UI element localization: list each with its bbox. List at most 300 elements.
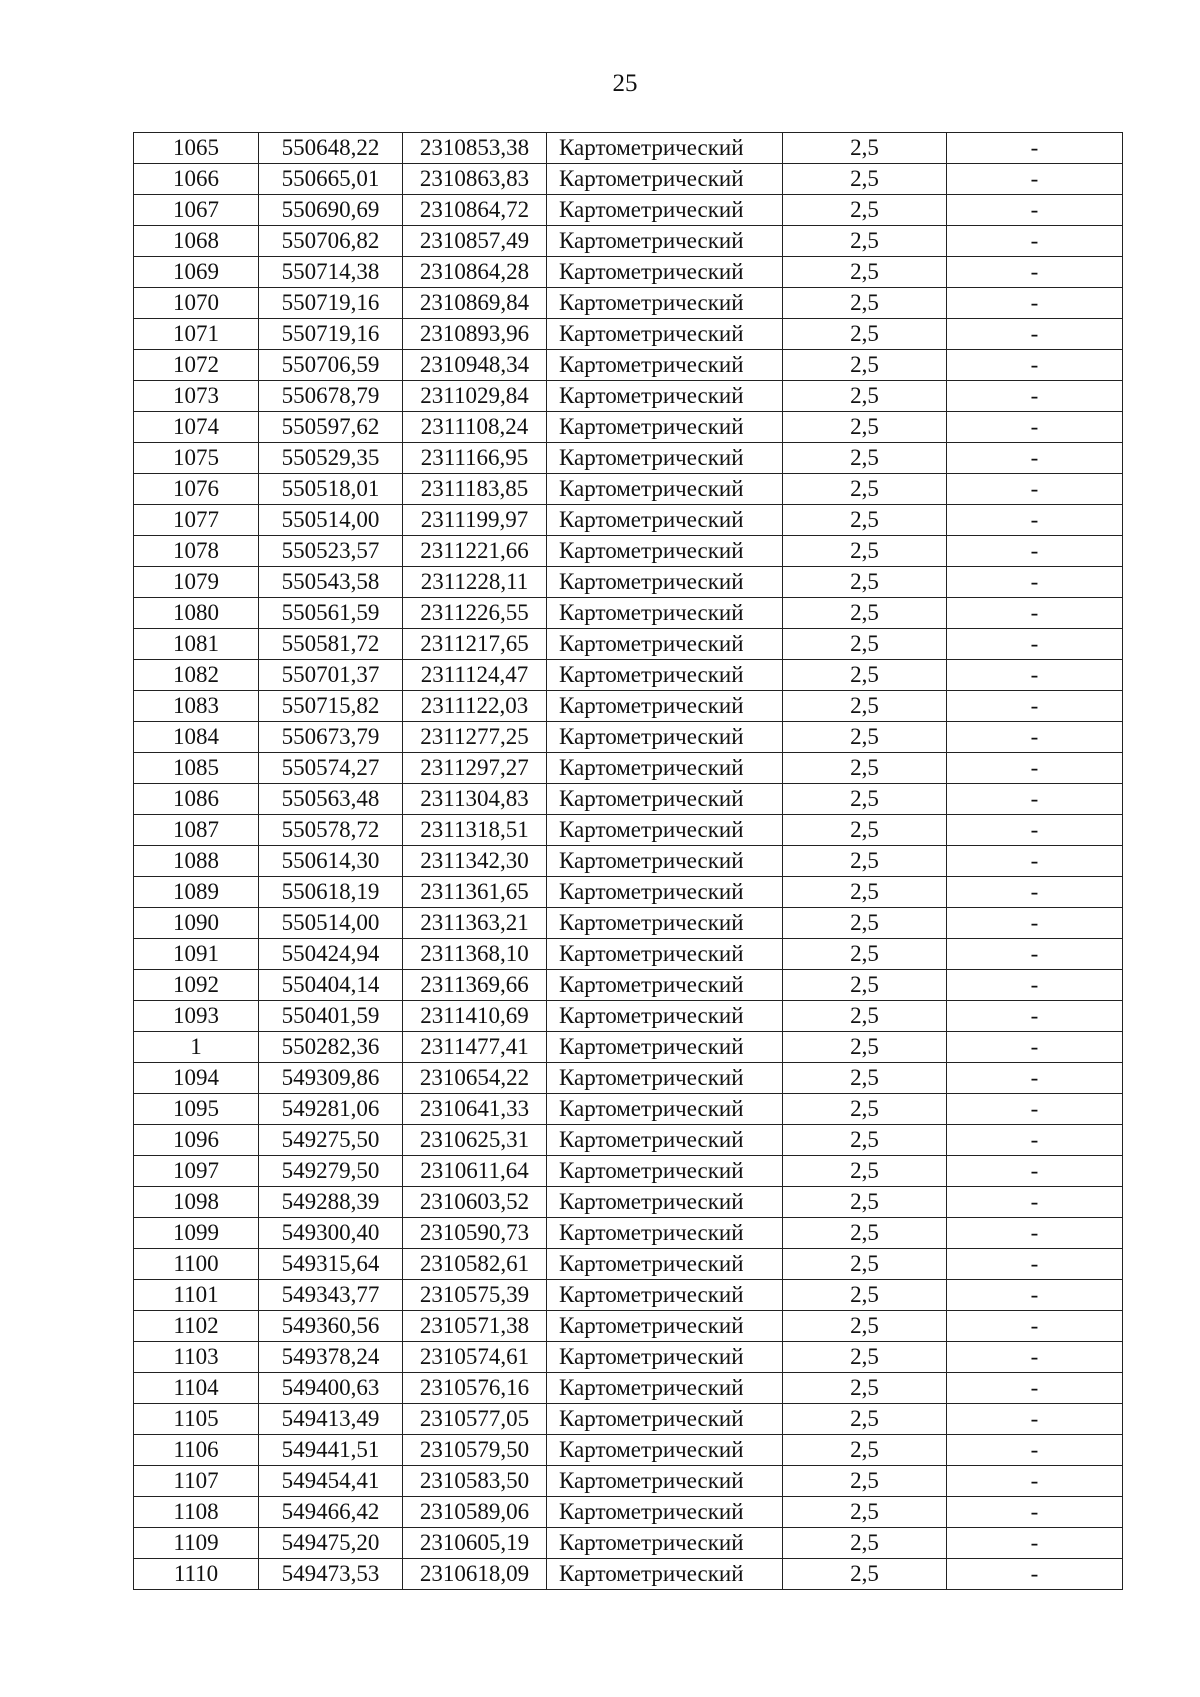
y-coordinate-cell: 2310853,38 [403,133,547,164]
accuracy-cell: 2,5 [783,1125,947,1156]
x-coordinate-cell: 550514,00 [259,505,403,536]
x-coordinate-cell: 550578,72 [259,815,403,846]
method-cell: Картометрический [547,505,783,536]
note-cell: - [947,505,1123,536]
x-coordinate-cell: 550529,35 [259,443,403,474]
accuracy-cell: 2,5 [783,815,947,846]
point-number-cell: 1108 [134,1497,259,1528]
x-coordinate-cell: 549413,49 [259,1404,403,1435]
point-number-cell: 1069 [134,257,259,288]
x-coordinate-cell: 549441,51 [259,1435,403,1466]
y-coordinate-cell: 2310577,05 [403,1404,547,1435]
y-coordinate-cell: 2311304,83 [403,784,547,815]
point-number-cell: 1099 [134,1218,259,1249]
method-cell: Картометрический [547,815,783,846]
note-cell: - [947,1435,1123,1466]
note-cell: - [947,691,1123,722]
y-coordinate-cell: 2311228,11 [403,567,547,598]
note-cell: - [947,1311,1123,1342]
accuracy-cell: 2,5 [783,381,947,412]
x-coordinate-cell: 550574,27 [259,753,403,784]
accuracy-cell: 2,5 [783,1311,947,1342]
table-row [134,288,1123,319]
y-coordinate-cell: 2311217,65 [403,629,547,660]
y-coordinate-cell: 2311297,27 [403,753,547,784]
point-number-cell: 1101 [134,1280,259,1311]
point-number-cell: 1086 [134,784,259,815]
point-number-cell: 1097 [134,1156,259,1187]
accuracy-cell: 2,5 [783,133,947,164]
note-cell: - [947,1528,1123,1559]
note-cell: - [947,722,1123,753]
x-coordinate-cell: 550514,00 [259,908,403,939]
point-number-cell: 1081 [134,629,259,660]
note-cell: - [947,815,1123,846]
y-coordinate-cell: 2310605,19 [403,1528,547,1559]
note-cell: - [947,1559,1123,1590]
point-number-cell: 1075 [134,443,259,474]
note-cell: - [947,598,1123,629]
point-number-cell: 1 [134,1032,259,1063]
accuracy-cell: 2,5 [783,629,947,660]
table-row [134,753,1123,784]
point-number-cell: 1067 [134,195,259,226]
x-coordinate-cell: 550665,01 [259,164,403,195]
x-coordinate-cell: 549475,20 [259,1528,403,1559]
method-cell: Картометрический [547,629,783,660]
method-cell: Картометрический [547,1001,783,1032]
method-cell: Картометрический [547,133,783,164]
point-number-cell: 1077 [134,505,259,536]
point-number-cell: 1090 [134,908,259,939]
point-number-cell: 1087 [134,815,259,846]
point-number-cell: 1083 [134,691,259,722]
note-cell: - [947,226,1123,257]
table-row [134,1249,1123,1280]
y-coordinate-cell: 2311199,97 [403,505,547,536]
table-row [134,1125,1123,1156]
point-number-cell: 1065 [134,133,259,164]
note-cell: - [947,753,1123,784]
method-cell: Картометрический [547,1063,783,1094]
x-coordinate-cell: 550518,01 [259,474,403,505]
table-row [134,691,1123,722]
accuracy-cell: 2,5 [783,567,947,598]
point-number-cell: 1103 [134,1342,259,1373]
accuracy-cell: 2,5 [783,846,947,877]
y-coordinate-cell: 2311410,69 [403,1001,547,1032]
x-coordinate-cell: 550648,22 [259,133,403,164]
x-coordinate-cell: 549360,56 [259,1311,403,1342]
accuracy-cell: 2,5 [783,1559,947,1590]
y-coordinate-cell: 2310576,16 [403,1373,547,1404]
note-cell: - [947,350,1123,381]
method-cell: Картометрический [547,1032,783,1063]
accuracy-cell: 2,5 [783,1528,947,1559]
accuracy-cell: 2,5 [783,474,947,505]
table-row [134,784,1123,815]
method-cell: Картометрический [547,412,783,443]
note-cell: - [947,846,1123,877]
y-coordinate-cell: 2310611,64 [403,1156,547,1187]
table-row [134,536,1123,567]
point-number-cell: 1084 [134,722,259,753]
x-coordinate-cell: 550581,72 [259,629,403,660]
x-coordinate-cell: 550706,82 [259,226,403,257]
method-cell: Картометрический [547,381,783,412]
method-cell: Картометрический [547,970,783,1001]
x-coordinate-cell: 549279,50 [259,1156,403,1187]
note-cell: - [947,1280,1123,1311]
accuracy-cell: 2,5 [783,908,947,939]
table-row [134,1435,1123,1466]
point-number-cell: 1088 [134,846,259,877]
method-cell: Картометрический [547,1249,783,1280]
x-coordinate-cell: 549454,41 [259,1466,403,1497]
x-coordinate-cell: 550282,36 [259,1032,403,1063]
point-number-cell: 1092 [134,970,259,1001]
note-cell: - [947,288,1123,319]
method-cell: Картометрический [547,722,783,753]
note-cell: - [947,629,1123,660]
accuracy-cell: 2,5 [783,1063,947,1094]
point-number-cell: 1102 [134,1311,259,1342]
point-number-cell: 1106 [134,1435,259,1466]
table-row [134,598,1123,629]
note-cell: - [947,257,1123,288]
y-coordinate-cell: 2311318,51 [403,815,547,846]
y-coordinate-cell: 2310857,49 [403,226,547,257]
x-coordinate-cell: 549400,63 [259,1373,403,1404]
table-row [134,195,1123,226]
table-row [134,226,1123,257]
y-coordinate-cell: 2311029,84 [403,381,547,412]
method-cell: Картометрический [547,1497,783,1528]
x-coordinate-cell: 549309,86 [259,1063,403,1094]
y-coordinate-cell: 2311369,66 [403,970,547,1001]
y-coordinate-cell: 2310590,73 [403,1218,547,1249]
point-number-cell: 1082 [134,660,259,691]
note-cell: - [947,1466,1123,1497]
method-cell: Картометрический [547,1218,783,1249]
note-cell: - [947,1497,1123,1528]
y-coordinate-cell: 2310618,09 [403,1559,547,1590]
x-coordinate-cell: 550614,30 [259,846,403,877]
method-cell: Картометрический [547,1187,783,1218]
note-cell: - [947,567,1123,598]
accuracy-cell: 2,5 [783,288,947,319]
y-coordinate-cell: 2310579,50 [403,1435,547,1466]
point-number-cell: 1093 [134,1001,259,1032]
y-coordinate-cell: 2311361,65 [403,877,547,908]
note-cell: - [947,1063,1123,1094]
table-row [134,1032,1123,1063]
accuracy-cell: 2,5 [783,412,947,443]
note-cell: - [947,1001,1123,1032]
y-coordinate-cell: 2311221,66 [403,536,547,567]
method-cell: Картометрический [547,939,783,970]
table-row [134,846,1123,877]
point-number-cell: 1107 [134,1466,259,1497]
method-cell: Картометрический [547,691,783,722]
note-cell: - [947,1373,1123,1404]
note-cell: - [947,970,1123,1001]
note-cell: - [947,1187,1123,1218]
table-row [134,1187,1123,1218]
x-coordinate-cell: 550401,59 [259,1001,403,1032]
accuracy-cell: 2,5 [783,598,947,629]
table-row [134,1311,1123,1342]
table-row [134,1063,1123,1094]
note-cell: - [947,1218,1123,1249]
y-coordinate-cell: 2310589,06 [403,1497,547,1528]
x-coordinate-cell: 550597,62 [259,412,403,443]
accuracy-cell: 2,5 [783,1156,947,1187]
table-row [134,1342,1123,1373]
x-coordinate-cell: 550719,16 [259,288,403,319]
x-coordinate-cell: 549473,53 [259,1559,403,1590]
method-cell: Картометрический [547,908,783,939]
accuracy-cell: 2,5 [783,784,947,815]
point-number-cell: 1110 [134,1559,259,1590]
table-row [134,1497,1123,1528]
x-coordinate-cell: 550714,38 [259,257,403,288]
point-number-cell: 1105 [134,1404,259,1435]
point-number-cell: 1085 [134,753,259,784]
x-coordinate-cell: 550523,57 [259,536,403,567]
point-number-cell: 1072 [134,350,259,381]
y-coordinate-cell: 2310641,33 [403,1094,547,1125]
x-coordinate-cell: 550678,79 [259,381,403,412]
note-cell: - [947,164,1123,195]
accuracy-cell: 2,5 [783,1435,947,1466]
method-cell: Картометрический [547,1559,783,1590]
y-coordinate-cell: 2311124,47 [403,660,547,691]
method-cell: Картометрический [547,226,783,257]
y-coordinate-cell: 2310583,50 [403,1466,547,1497]
table-row [134,1280,1123,1311]
method-cell: Картометрический [547,536,783,567]
table-body [134,133,1123,1590]
point-number-cell: 1071 [134,319,259,350]
method-cell: Картометрический [547,195,783,226]
table-row [134,1466,1123,1497]
accuracy-cell: 2,5 [783,1373,947,1404]
table-row [134,722,1123,753]
y-coordinate-cell: 2310575,39 [403,1280,547,1311]
note-cell: - [947,474,1123,505]
point-number-cell: 1089 [134,877,259,908]
x-coordinate-cell: 550424,94 [259,939,403,970]
y-coordinate-cell: 2311183,85 [403,474,547,505]
accuracy-cell: 2,5 [783,970,947,1001]
x-coordinate-cell: 550563,48 [259,784,403,815]
note-cell: - [947,381,1123,412]
method-cell: Картометрический [547,350,783,381]
accuracy-cell: 2,5 [783,1187,947,1218]
x-coordinate-cell: 549288,39 [259,1187,403,1218]
point-number-cell: 1104 [134,1373,259,1404]
point-number-cell: 1070 [134,288,259,319]
accuracy-cell: 2,5 [783,536,947,567]
table-row [134,133,1123,164]
table-row [134,567,1123,598]
accuracy-cell: 2,5 [783,1094,947,1125]
accuracy-cell: 2,5 [783,1497,947,1528]
method-cell: Картометрический [547,1373,783,1404]
point-number-cell: 1079 [134,567,259,598]
x-coordinate-cell: 550715,82 [259,691,403,722]
y-coordinate-cell: 2311363,21 [403,908,547,939]
accuracy-cell: 2,5 [783,722,947,753]
point-number-cell: 1109 [134,1528,259,1559]
accuracy-cell: 2,5 [783,660,947,691]
method-cell: Картометрический [547,1404,783,1435]
table-row [134,257,1123,288]
accuracy-cell: 2,5 [783,505,947,536]
accuracy-cell: 2,5 [783,1218,947,1249]
x-coordinate-cell: 550673,79 [259,722,403,753]
method-cell: Картометрический [547,443,783,474]
accuracy-cell: 2,5 [783,691,947,722]
point-number-cell: 1100 [134,1249,259,1280]
accuracy-cell: 2,5 [783,1280,947,1311]
note-cell: - [947,412,1123,443]
point-number-cell: 1076 [134,474,259,505]
x-coordinate-cell: 550543,58 [259,567,403,598]
x-coordinate-cell: 550404,14 [259,970,403,1001]
method-cell: Картометрический [547,319,783,350]
x-coordinate-cell: 549343,77 [259,1280,403,1311]
x-coordinate-cell: 549315,64 [259,1249,403,1280]
table-row [134,660,1123,691]
note-cell: - [947,319,1123,350]
method-cell: Картометрический [547,846,783,877]
accuracy-cell: 2,5 [783,1249,947,1280]
method-cell: Картометрический [547,257,783,288]
point-number-cell: 1098 [134,1187,259,1218]
note-cell: - [947,908,1123,939]
y-coordinate-cell: 2311108,24 [403,412,547,443]
y-coordinate-cell: 2310863,83 [403,164,547,195]
table-row [134,939,1123,970]
y-coordinate-cell: 2310864,28 [403,257,547,288]
y-coordinate-cell: 2311342,30 [403,846,547,877]
method-cell: Картометрический [547,877,783,908]
y-coordinate-cell: 2310574,61 [403,1342,547,1373]
y-coordinate-cell: 2310603,52 [403,1187,547,1218]
y-coordinate-cell: 2310893,96 [403,319,547,350]
y-coordinate-cell: 2310571,38 [403,1311,547,1342]
x-coordinate-cell: 549378,24 [259,1342,403,1373]
table-row [134,1528,1123,1559]
method-cell: Картометрический [547,1528,783,1559]
accuracy-cell: 2,5 [783,350,947,381]
accuracy-cell: 2,5 [783,1032,947,1063]
note-cell: - [947,443,1123,474]
table-row [134,505,1123,536]
note-cell: - [947,1404,1123,1435]
method-cell: Картометрический [547,1342,783,1373]
x-coordinate-cell: 550701,37 [259,660,403,691]
y-coordinate-cell: 2310948,34 [403,350,547,381]
note-cell: - [947,1156,1123,1187]
table-row [134,443,1123,474]
point-number-cell: 1074 [134,412,259,443]
y-coordinate-cell: 2310654,22 [403,1063,547,1094]
point-number-cell: 1094 [134,1063,259,1094]
note-cell: - [947,1249,1123,1280]
y-coordinate-cell: 2310582,61 [403,1249,547,1280]
y-coordinate-cell: 2311226,55 [403,598,547,629]
note-cell: - [947,877,1123,908]
note-cell: - [947,133,1123,164]
table-row [134,877,1123,908]
point-number-cell: 1068 [134,226,259,257]
method-cell: Картометрический [547,1125,783,1156]
point-number-cell: 1066 [134,164,259,195]
accuracy-cell: 2,5 [783,164,947,195]
y-coordinate-cell: 2311368,10 [403,939,547,970]
method-cell: Картометрический [547,288,783,319]
accuracy-cell: 2,5 [783,753,947,784]
method-cell: Картометрический [547,1435,783,1466]
note-cell: - [947,1125,1123,1156]
accuracy-cell: 2,5 [783,1342,947,1373]
accuracy-cell: 2,5 [783,443,947,474]
table-row [134,350,1123,381]
x-coordinate-cell: 550690,69 [259,195,403,226]
note-cell: - [947,1032,1123,1063]
method-cell: Картометрический [547,567,783,598]
note-cell: - [947,1094,1123,1125]
y-coordinate-cell: 2310869,84 [403,288,547,319]
table-row [134,1373,1123,1404]
table-row [134,908,1123,939]
note-cell: - [947,536,1123,567]
y-coordinate-cell: 2311122,03 [403,691,547,722]
page-number: 25 [612,70,638,97]
point-number-cell: 1095 [134,1094,259,1125]
note-cell: - [947,195,1123,226]
y-coordinate-cell: 2310864,72 [403,195,547,226]
table-row [134,381,1123,412]
method-cell: Картометрический [547,660,783,691]
accuracy-cell: 2,5 [783,195,947,226]
method-cell: Картометрический [547,474,783,505]
method-cell: Картометрический [547,1280,783,1311]
table-row [134,1218,1123,1249]
point-number-cell: 1080 [134,598,259,629]
table-row [134,412,1123,443]
y-coordinate-cell: 2311166,95 [403,443,547,474]
note-cell: - [947,939,1123,970]
y-coordinate-cell: 2311477,41 [403,1032,547,1063]
table-row [134,164,1123,195]
x-coordinate-cell: 549281,06 [259,1094,403,1125]
y-coordinate-cell: 2311277,25 [403,722,547,753]
accuracy-cell: 2,5 [783,226,947,257]
note-cell: - [947,784,1123,815]
table-row [134,629,1123,660]
method-cell: Картометрический [547,753,783,784]
table-row [134,1001,1123,1032]
method-cell: Картометрический [547,1156,783,1187]
table-row [134,1404,1123,1435]
table-row [134,970,1123,1001]
x-coordinate-cell: 550719,16 [259,319,403,350]
x-coordinate-cell: 550706,59 [259,350,403,381]
